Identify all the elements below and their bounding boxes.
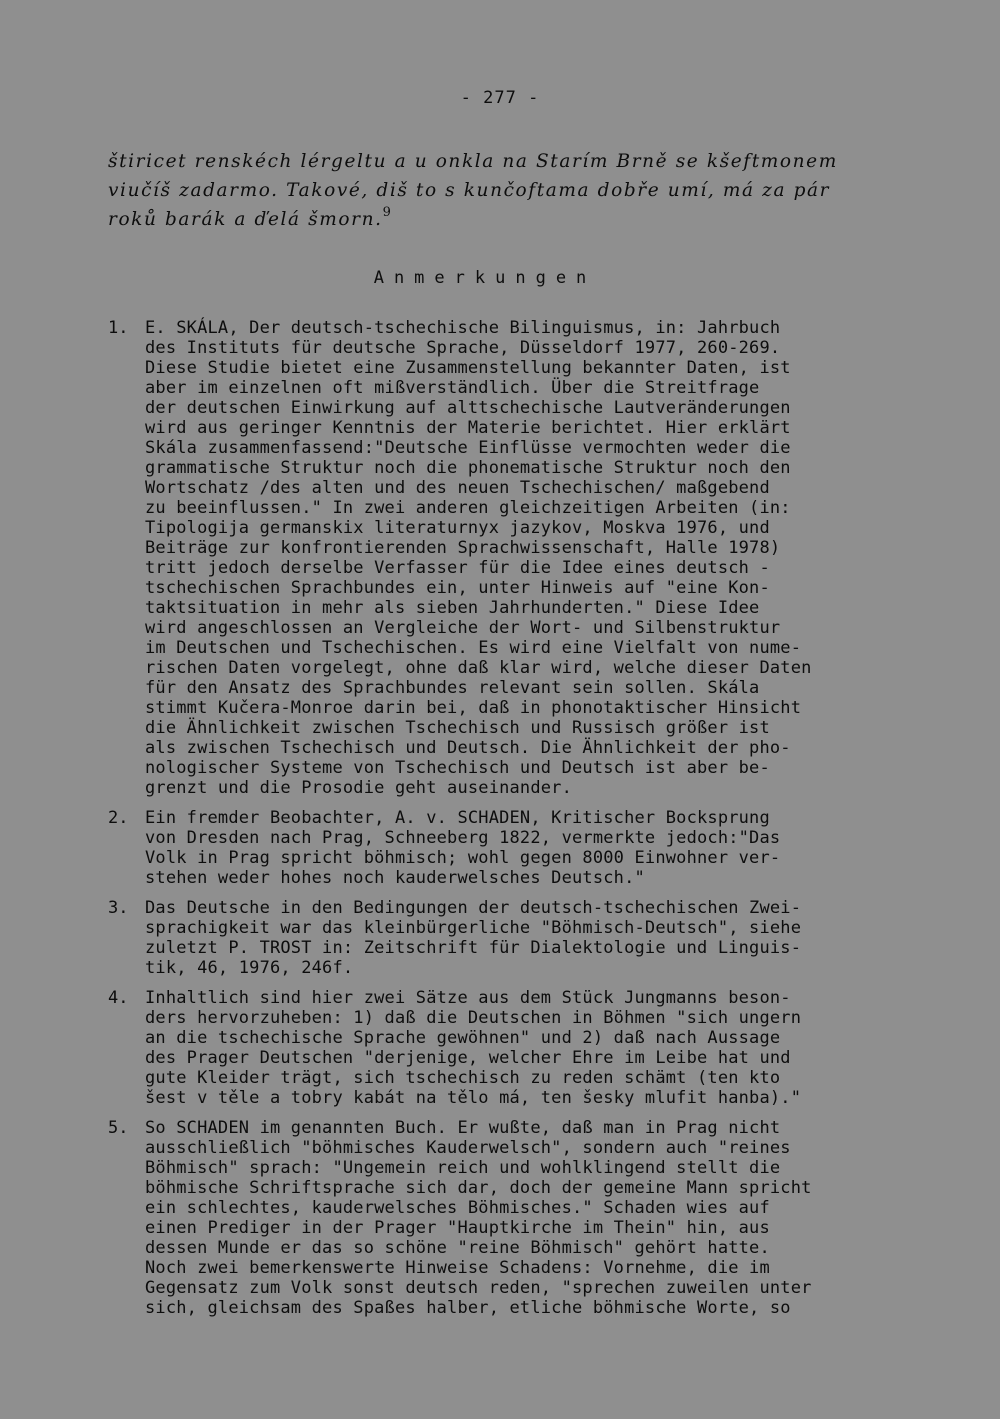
note-line: So SCHADEN im genannten Buch. Er wußte, daß man in Prag nicht xyxy=(145,1118,781,1138)
quote-line-text: roků barák a ďelá šmorn. xyxy=(108,209,383,230)
note-line: Noch zwei bemerkenswerte Hinweise Schadens: Vornehme, die im xyxy=(145,1258,770,1278)
note-item xyxy=(0,898,1000,978)
note-line: gute Kleider trägt, sich tschechisch zu reden schämt (ten kto xyxy=(145,1068,781,1088)
note-line: sich, gleichsam des Spaßes halber, etliche böhmische Worte, so xyxy=(145,1298,791,1318)
note-body xyxy=(145,1118,915,1318)
quote-line: štiricet renskéch lérgeltu a u onkla na Starím Brně se kšeftmonem xyxy=(108,151,838,172)
note-line: Wortschatz /des alten und des neuen Tschechischen/ maßgebend xyxy=(145,478,770,498)
note-line: dessen Munde er das so schöne "reine Böhmisch" gehört hatte. xyxy=(145,1238,770,1258)
note-line: für den Ansatz des Sprachbundes relevant sein sollen. Skála xyxy=(145,678,760,698)
note-line: im Deutschen und Tschechischen. Es wird eine Vielfalt von nume- xyxy=(145,638,802,658)
note-line: nologischer Systeme von Tschechisch und Deutsch ist aber be- xyxy=(145,758,770,778)
note-line: einen Prediger in der Prager "Hauptkirche im Thein" hin, aus xyxy=(145,1218,770,1238)
note-line: die Ähnlichkeit zwischen Tschechisch und Russisch größer ist xyxy=(145,718,770,738)
note-line: rischen Daten vorgelegt, ohne daß klar wird, welche dieser Daten xyxy=(145,658,812,678)
note-line: Inhaltlich sind hier zwei Sätze aus dem Stück Jungmanns beson- xyxy=(145,988,791,1008)
note-line: zu beeinflussen." In zwei anderen gleichzeitigen Arbeiten (in: xyxy=(145,498,791,518)
note-line: des Instituts für deutsche Sprache, Düsseldorf 1977, 260-269. xyxy=(145,338,781,358)
note-line: Gegensatz zum Volk sonst deutsch reden, "sprechen zuweilen unter xyxy=(145,1278,812,1298)
dialect-quote xyxy=(108,147,908,234)
note-line: Diese Studie bietet eine Zusammenstellung bekannter Daten, ist xyxy=(145,358,791,378)
note-line: wird angeschlossen an Vergleiche der Wort- und Silbenstruktur xyxy=(145,618,781,638)
note-item xyxy=(0,808,1000,888)
note-line: Das Deutsche in den Bedingungen der deutsch-tschechischen Zwei- xyxy=(145,898,802,918)
note-number: 2. xyxy=(108,808,129,828)
note-item xyxy=(0,318,1000,798)
note-item xyxy=(0,988,1000,1108)
note-line: Ein fremder Beobachter, A. v. SCHADEN, Kritischer Bocksprung xyxy=(145,808,770,828)
note-line: taktsituation in mehr als sieben Jahrhunderten." Diese Idee xyxy=(145,598,760,618)
note-line: stimmt Kučera-Monroe darin bei, daß in phonotaktischer Hinsicht xyxy=(145,698,802,718)
note-line: des Prager Deutschen "derjenige, welcher Ehre im Leibe hat und xyxy=(145,1048,791,1068)
note-body xyxy=(145,898,915,978)
note-line: E. SKÁLA, Der deutsch-tschechische Bilinguismus, in: Jahrbuch xyxy=(145,318,781,338)
note-line: tik, 46, 1976, 246f. xyxy=(145,958,354,978)
note-line: grammatische Struktur noch die phonematische Struktur noch den xyxy=(145,458,791,478)
page-number: - 277 - xyxy=(460,88,540,108)
note-number: 3. xyxy=(108,898,129,918)
note-line: an die tschechische Sprache gewöhnen" und 2) daß nach Aussage xyxy=(145,1028,781,1048)
note-line: ausschließlich "böhmisches Kauderwelsch", sondern auch "reines xyxy=(145,1138,791,1158)
note-line: der deutschen Einwirkung auf alttschechische Lautveränderungen xyxy=(145,398,791,418)
footnote-ref: 9 xyxy=(382,205,393,220)
note-line: Beiträge zur konfrontierenden Sprachwissenschaft, Halle 1978) xyxy=(145,538,781,558)
note-body xyxy=(145,318,915,798)
note-line: grenzt und die Prosodie geht auseinander. xyxy=(145,778,573,798)
note-item xyxy=(0,1118,1000,1318)
note-line: zuletzt P. TROST in: Zeitschrift für Dialektologie und Linguis- xyxy=(145,938,802,958)
note-line: von Dresden nach Prag, Schneeberg 1822, vermerkte jedoch:"Das xyxy=(145,828,781,848)
note-line: Volk in Prag spricht böhmisch; wohl gegen 8000 Einwohner ver- xyxy=(145,848,781,868)
notes-list xyxy=(0,318,1000,1328)
note-line: tritt jedoch derselbe Verfasser für die Idee eines deutsch - xyxy=(145,558,770,578)
note-line: ders hervorzuheben: 1) daß die Deutschen in Böhmen "sich ungern xyxy=(145,1008,802,1028)
note-line: sprachigkeit war das kleinbürgerliche "Böhmisch-Deutsch", siehe xyxy=(145,918,802,938)
note-line: aber im einzelnen oft mißverständlich. Über die Streitfrage xyxy=(145,378,760,398)
note-line: tschechischen Sprachbundes ein, unter Hinweis auf "eine Kon- xyxy=(145,578,770,598)
quote-line-last xyxy=(108,205,908,234)
note-number: 1. xyxy=(108,318,129,338)
note-line: ein schlechtes, kauderwelsches Böhmisches." Schaden wies auf xyxy=(145,1198,770,1218)
quote-line: viučíš zadarmo. Takové, diš to s kunčoftama dobře umí, má za pár xyxy=(108,180,831,201)
note-line: böhmische Schriftsprache sich dar, doch der gemeine Mann spricht xyxy=(145,1178,812,1198)
note-line: šest v těle a tobry kabát na tělo má, ten šesky mlufit hanba)." xyxy=(145,1088,802,1108)
note-body xyxy=(145,808,915,888)
note-line: als zwischen Tschechisch und Deutsch. Die Ähnlichkeit der pho- xyxy=(145,738,791,758)
note-number: 5. xyxy=(108,1118,129,1138)
note-number: 4. xyxy=(108,988,129,1008)
section-heading: Anmerkungen xyxy=(373,268,597,288)
note-line: Böhmisch" sprach: "Ungemein reich und wohlklingend stellt die xyxy=(145,1158,781,1178)
note-body xyxy=(145,988,915,1108)
note-line: Skála zusammenfassend:"Deutsche Einflüsse vermochten weder die xyxy=(145,438,791,458)
note-line: stehen weder hohes noch kauderwelsches Deutsch." xyxy=(145,868,645,888)
note-line: wird aus geringer Kenntnis der Materie berichtet. Hier erklärt xyxy=(145,418,791,438)
note-line: Tipologija germanskix literaturnyx jazykov, Moskva 1976, und xyxy=(145,518,770,538)
